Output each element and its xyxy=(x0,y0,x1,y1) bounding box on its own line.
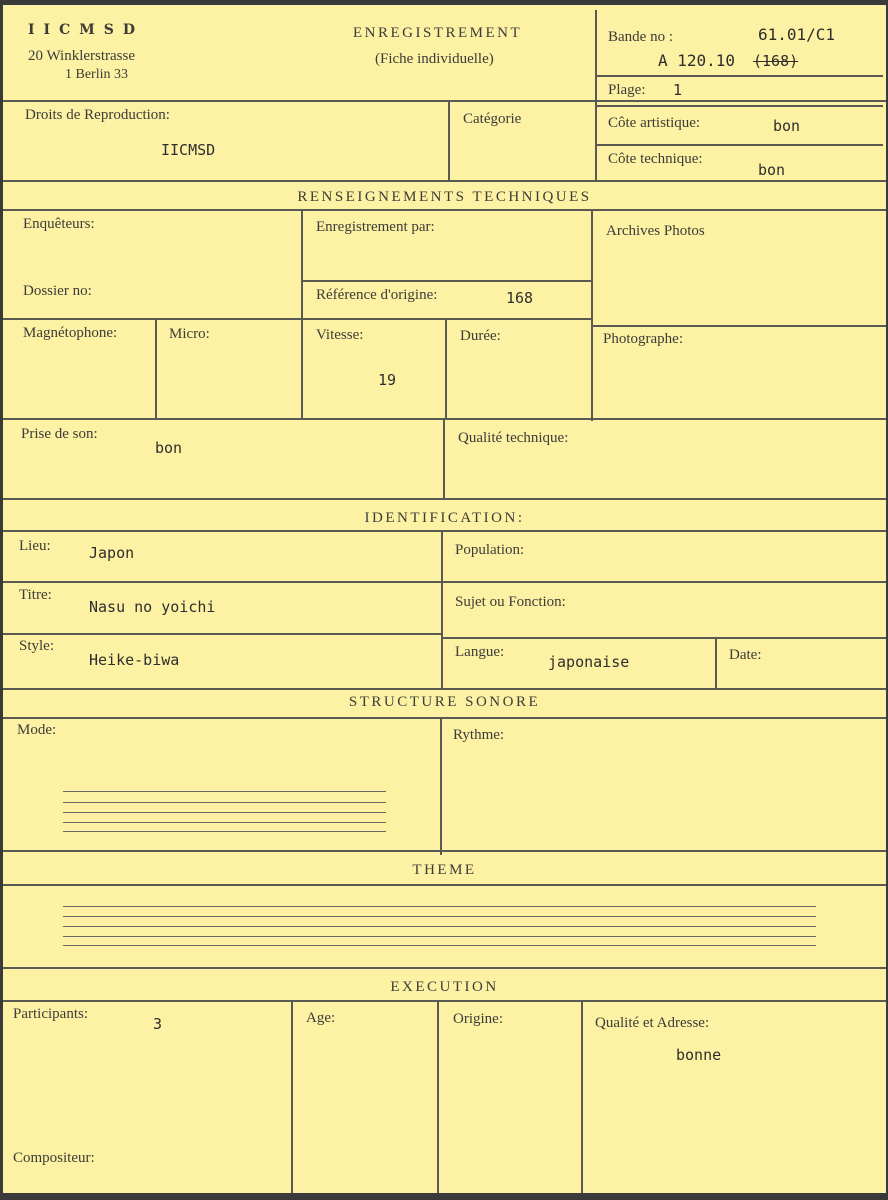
enregistrement-par-label: Enregistrement par: xyxy=(316,219,435,235)
lieu-value: Japon xyxy=(89,544,135,562)
vitesse-value: 19 xyxy=(378,371,397,389)
dossier-label: Dossier no: xyxy=(23,283,92,299)
titre-label: Titre: xyxy=(19,587,52,603)
form-title: ENREGISTREMENT xyxy=(353,25,523,41)
plage-value: 1 xyxy=(673,81,683,99)
section-identification: IDENTIFICATION: xyxy=(364,510,525,526)
titre-value: Nasu no yoichi xyxy=(89,598,216,616)
magnetophone-label: Magnétophone: xyxy=(23,325,118,341)
enqueteurs-label: Enquêteurs: xyxy=(23,216,95,232)
cote-technique-value: bon xyxy=(758,161,786,179)
archives-label: Archives Photos xyxy=(606,223,705,239)
bande-value: 61.01/C1 xyxy=(758,25,836,44)
plage-label: Plage: xyxy=(608,82,646,98)
duree-label: Durée: xyxy=(460,328,501,344)
compositeur-label: Compositeur: xyxy=(13,1150,95,1166)
form-subtitle: (Fiche individuelle) xyxy=(375,51,494,67)
langue-value: japonaise xyxy=(548,653,630,671)
bande-value-struck: (168) xyxy=(753,52,799,70)
reference-value: 168 xyxy=(506,289,534,307)
address-line2: 1 Berlin 33 xyxy=(65,67,128,82)
population-label: Population: xyxy=(455,542,525,558)
age-label: Age: xyxy=(306,1010,336,1026)
section-technique: RENSEIGNEMENTS TECHNIQUES xyxy=(297,189,592,205)
photographe-label: Photographe: xyxy=(603,331,683,347)
section-execution: EXECUTION xyxy=(390,979,499,995)
date-label: Date: xyxy=(729,647,762,663)
origine-label: Origine: xyxy=(453,1011,503,1027)
mode-label: Mode: xyxy=(17,722,57,738)
section-theme: THEME xyxy=(412,862,477,878)
style-label: Style: xyxy=(19,638,55,654)
org-logo: IICMSD xyxy=(28,22,144,38)
participants-value: 3 xyxy=(153,1015,163,1033)
qualite-adresse-value: bonne xyxy=(676,1046,722,1064)
vitesse-label: Vitesse: xyxy=(316,327,364,343)
qualite-technique-label: Qualité technique: xyxy=(458,430,569,446)
lieu-label: Lieu: xyxy=(19,538,51,554)
participants-label: Participants: xyxy=(13,1006,88,1022)
sujet-label: Sujet ou Fonction: xyxy=(455,594,566,610)
micro-label: Micro: xyxy=(169,326,210,342)
prise-label: Prise de son: xyxy=(21,426,98,442)
qualite-adresse-label: Qualité et Adresse: xyxy=(595,1015,710,1031)
bande-label: Bande no : xyxy=(608,29,673,45)
droits-value: IICMSD xyxy=(161,141,216,159)
address-line1: 20 Winklerstrasse xyxy=(28,48,136,64)
cote-technique-label: Côte technique: xyxy=(608,151,703,167)
section-structure: STRUCTURE SONORE xyxy=(348,694,541,710)
reference-label: Référence d'origine: xyxy=(316,287,438,303)
prise-value: bon xyxy=(155,439,183,457)
bande-value2: A 120.10 xyxy=(658,51,736,70)
langue-label: Langue: xyxy=(455,644,505,660)
rythme-label: Rythme: xyxy=(453,727,505,743)
cote-artistique-label: Côte artistique: xyxy=(608,115,701,131)
categorie-label: Catégorie xyxy=(463,111,522,127)
cote-artistique-value: bon xyxy=(773,117,801,135)
droits-label: Droits de Reproduction: xyxy=(25,107,170,123)
record-card xyxy=(3,5,886,1193)
style-value: Heike-biwa xyxy=(89,651,180,669)
